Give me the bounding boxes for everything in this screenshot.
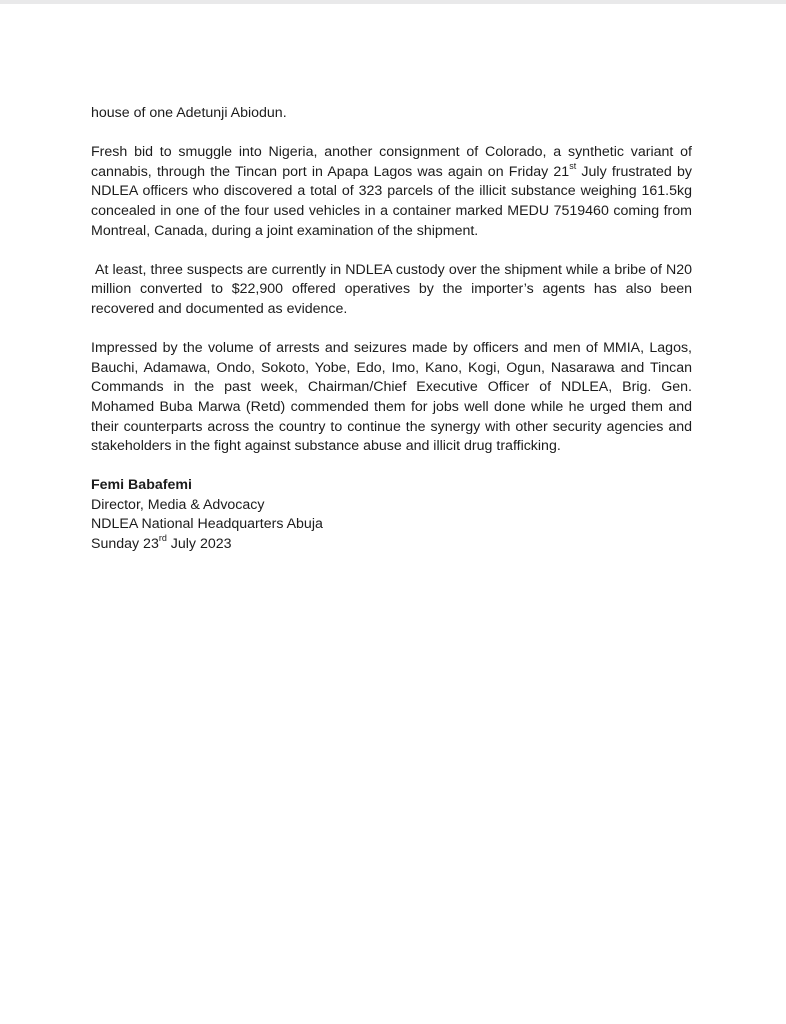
paragraph-3: At least, three suspects are currently in NDLEA custody over the shipment while a bribe of N20 million converted to $22,900 offered operatives by the importer’s agents has also been recovered and documented as evidence. — [91, 261, 692, 317]
release-date — [91, 535, 692, 555]
paragraph-2-ordinal: st — [569, 160, 577, 171]
document-body — [91, 104, 692, 555]
release-date-ordinal: rd — [158, 533, 167, 544]
paragraph-1: house of one Adetunji Abiodun. — [91, 105, 287, 121]
signatory-office: NDLEA National Headquarters Abuja — [91, 516, 323, 533]
paragraph-2-part-1: Fresh bid to smuggle into Nigeria, another consignment of Colorado, a synthetic variant of cannabis, through the Tincan port in Apapa Lagos was again on Friday 21 — [91, 144, 692, 180]
paragraph-2-part-2: July frustrated by NDLEA officers who discovered a total of 323 parcels of the illicit substance weighing 161.5kg concealed in one of the four used vehicles in a container marked MEDU 7519460 coming from Montreal, Canada, during a joint examination of the shipment. — [91, 163, 692, 239]
signatory-name: Femi Babafemi — [91, 477, 192, 494]
signatory-title: Director, Media & Advocacy — [91, 496, 265, 513]
paragraph-2 — [91, 143, 692, 241]
paragraph-4: Impressed by the volume of arrests and seizures made by officers and men of MMIA, Lagos, Bauchi, Adamawa, Ondo, Sokoto, Yobe, Edo, Imo, Kano, Kogi, Ogun, Nasarawa and Tincan Commands in the past week, Chairman/Chief Executive Officer of NDLEA, Brig. Gen. Mohamed Buba Marwa (Retd) commended them for jobs well done while he urged them and their counterparts across the country to continue the synergy with other security agencies and stakeholders in the fight against substance abuse and illicit drug trafficking. — [91, 340, 692, 455]
release-date-part-2: July 2023 — [166, 536, 232, 553]
release-date-part-1: Sunday 23 — [91, 536, 159, 553]
signature-block — [91, 476, 692, 554]
document-page — [0, 4, 786, 1024]
